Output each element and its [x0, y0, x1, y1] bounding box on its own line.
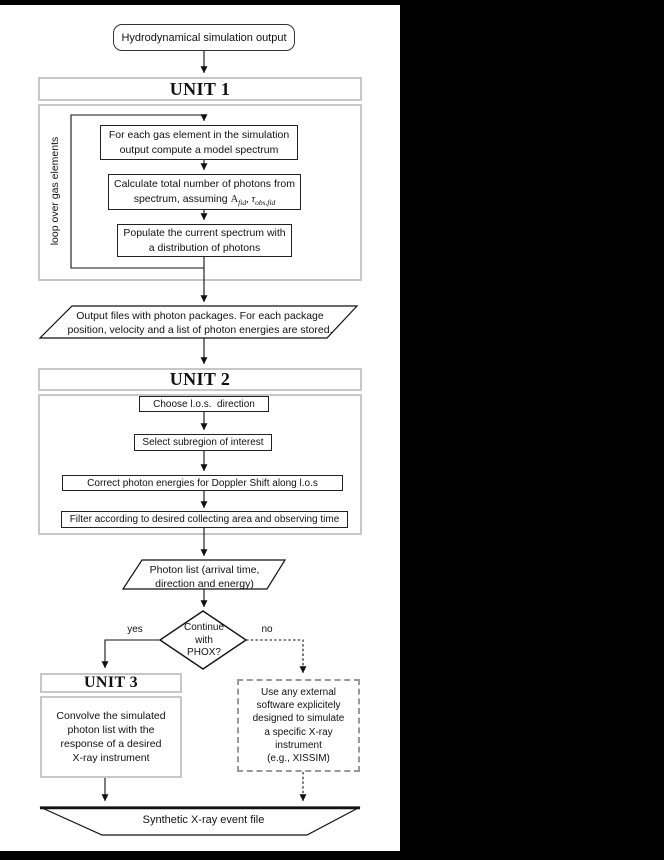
arrow-no-branch: [246, 640, 303, 673]
unit3-text-line: X-ray instrument: [72, 752, 150, 764]
output-files-line: position, velocity and a list of photon energies are stored.: [67, 324, 333, 336]
unit2-step-choose-los: Choose l.o.s. direction: [139, 396, 269, 412]
external-text-line: designed to simulate: [252, 713, 345, 725]
unit2-step-doppler-correct: Correct photon energies for Doppler Shift along l.o.s: [62, 475, 343, 491]
math-A-subscript: fid: [238, 197, 247, 207]
step-text-line-math: [134, 192, 276, 208]
math-tau: τ: [251, 193, 256, 205]
output-files-text: [40, 309, 360, 337]
unit1-step-compute-spectrum: [100, 125, 298, 160]
external-text-line: a specific X-ray: [264, 726, 333, 738]
unit3-text-line: response of a desired: [60, 738, 162, 750]
unit3-text-line: photon list with the: [67, 724, 155, 736]
photon-list-text: [123, 563, 286, 591]
decision-line: with: [195, 634, 213, 646]
event-file-label: Synthetic X-ray event file: [142, 814, 265, 826]
unit3-title: UNIT 3: [83, 674, 139, 691]
math-prefix: spectrum, assuming: [133, 192, 231, 205]
step-text-line: Populate the current spectrum with: [123, 227, 286, 239]
decision-line: PHOX?: [187, 647, 221, 658]
step-text-line: a distribution of photons: [148, 241, 261, 254]
unit1-title: UNIT 1: [169, 78, 231, 99]
external-text-line: software explicitely: [256, 699, 341, 711]
step-text-line: Calculate total number of photons from: [114, 178, 295, 190]
decision-line: Continue: [183, 622, 225, 633]
yes-label: yes: [127, 624, 143, 635]
math-tau-subscript: obs,fid: [255, 197, 276, 207]
start-node: [113, 24, 295, 51]
no-label: no: [261, 624, 273, 635]
unit3-text-line: Convolve the simulated: [56, 710, 166, 722]
math-separator: ,: [246, 193, 252, 205]
loop-label: loop over gas elements: [49, 136, 61, 246]
unit2-step-select-subregion: Select subregion of interest: [134, 434, 272, 451]
decision-text: [161, 622, 247, 660]
unit1-step-calc-photons: [108, 174, 301, 210]
external-text-line: (e.g., XISSIM): [267, 753, 330, 765]
photon-list-line: direction and energy): [155, 578, 254, 590]
photon-list-line: Photon list (arrival time,: [149, 564, 260, 576]
step-text-line: For each gas element in the simulation: [108, 129, 290, 141]
step-text-line: output compute a model spectrum: [119, 143, 279, 156]
output-files-line: Output files with photon packages. For each package: [76, 310, 324, 322]
unit2-title: UNIT 2: [169, 369, 231, 389]
unit2-step-filter: Filter according to desired collecting area and observing time: [61, 511, 348, 528]
math-A: A: [230, 193, 239, 205]
external-text-line: Use any external: [260, 686, 337, 698]
external-text-line: instrument: [275, 739, 322, 751]
arrow-yes-branch: [105, 640, 162, 668]
start-label: Hydrodynamical simulation output: [121, 31, 287, 44]
unit1-step-populate: [117, 224, 292, 257]
